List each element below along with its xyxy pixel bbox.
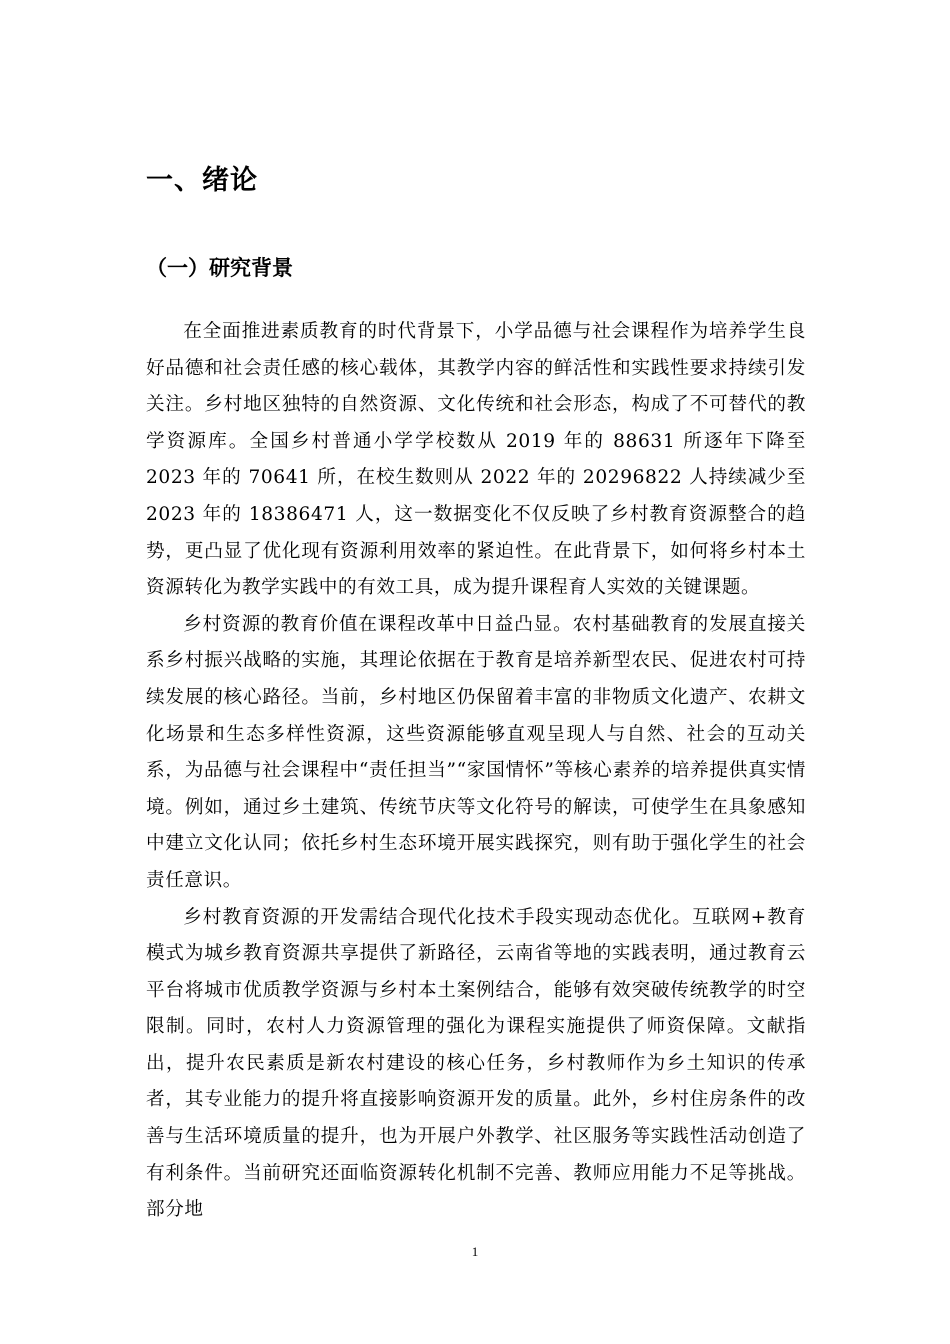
paragraph: 在全面推进素质教育的时代背景下，小学品德与社会课程作为培养学生良好品德和社会责任感的核心载体，其教学内容的鲜活性和实践性要求持续引发关注。乡村地区独特的自然资源、文化传统和社会形态，构成了不可替代的教学资源库。全国乡村普通小学学校数从 2019 年的 88631 所逐年下降至 2023 年的 70641 所，在校生数则从 2022 年的 20296822 人持续减少至 2023 年的 18386471 人，这一数据变化不仅反映了乡村教育资源整合的趋势，更凸显了优化现有资源利用效率的紧迫性。在此背景下，如何将乡村本土资源转化为教学实践中的有效工具，成为提升课程育人实效的关键课题。	[146, 321, 806, 599]
chapter-title: 一、绪论	[146, 165, 258, 196]
page-number: 1	[471, 1244, 479, 1259]
paragraph: 乡村教育资源的开发需结合现代化技术手段实现动态优化。互联网+教育模式为城乡教育资源共享提供了新路径，云南省等地的实践表明，通过教育云平台将城市优质教学资源与乡村本土案例结合，能够有效突破传统教学的时空限制。同时，农村人力资源管理的强化为课程实施提供了师资保障。文献指出，提升农民素质是新农村建设的核心任务，乡村教师作为乡土知识的传承者，其专业能力的提升将直接影响资源开发的质量。此外，乡村住房条件的改善与生活环境质量的提升，也为开展户外教学、社区服务等实践性活动创造了有利条件。当前研究还面临资源转化机制不完善、教师应用能力不足等挑战。部分地	[146, 906, 806, 1221]
section-title: （一）研究背景	[146, 256, 293, 280]
body-text	[146, 314, 806, 1229]
paragraph: 乡村资源的教育价值在课程改革中日益凸显。农村基础教育的发展直接关系乡村振兴战略的实施，其理论依据在于教育是培养新型农民、促进农村可持续发展的核心路径。当前，乡村地区仍保留着丰富的非物质文化遗产、农耕文化场景和生态多样性资源，这些资源能够直观呈现人与自然、社会的互动关系，为品德与社会课程中“责任担当”“家国情怀”等核心素养的培养提供真实情境。例如，通过乡土建筑、传统节庆等文化符号的解读，可使学生在具象感知中建立文化认同；依托乡村生态环境开展实践探究，则有助于强化学生的社会责任意识。	[146, 613, 806, 891]
